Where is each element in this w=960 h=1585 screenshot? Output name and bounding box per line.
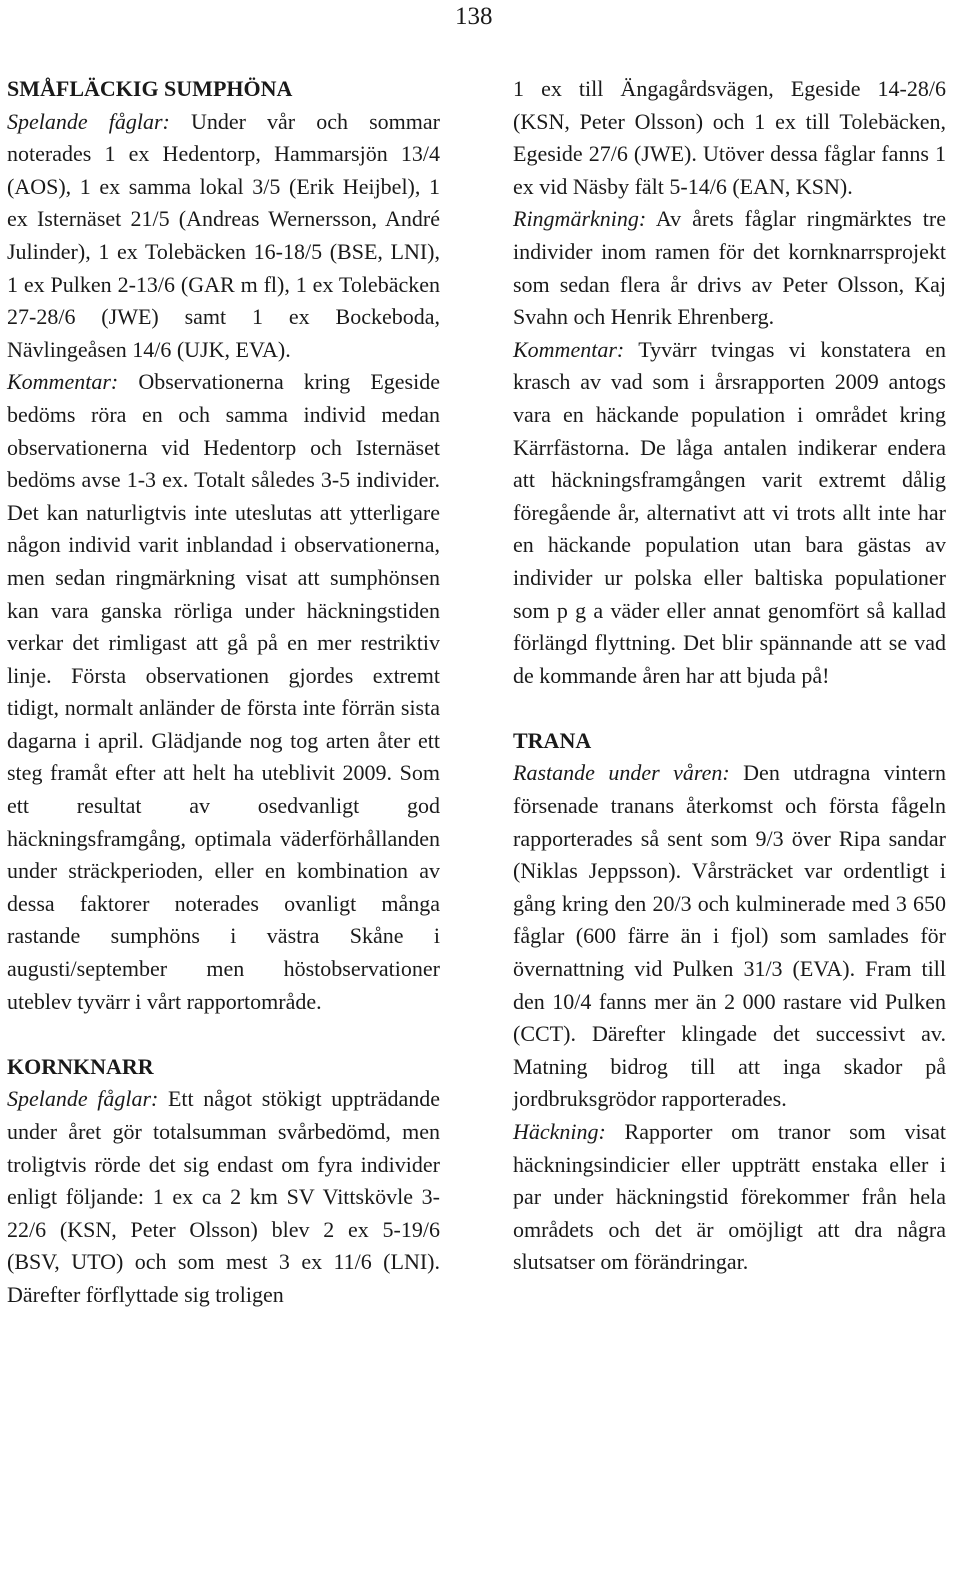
paragraph-spelande-faglar bbox=[7, 106, 440, 367]
paragraph-label: Häckning: bbox=[513, 1119, 606, 1144]
paragraph-text: Tyvärr tvingas vi konstatera en krasch av vad som i årsrapporten 2009 antogs vara en häckande population i området kring Kärrfästorna. De låga antalen indikerar endera att häckningsframgången varit extremt dålig föregående år, alternativt att vi trots allt inte har en häckande population utan bara gästas av individer ur polska eller baltiska populationer som p g a väder eller annat genomfört så kallad förlängd flyttning. Det blir spännande att se vad de kommande åren har att bjuda på! bbox=[513, 336, 946, 688]
paragraph-label: Rastande under våren: bbox=[513, 760, 730, 786]
paragraph-text: Av årets fåglar ringmärktes tre individer inom ramen för det kornknarrsprojekt som sedan flera år drivs av Peter Olsson, Kaj Svahn och Henrik Ehrenberg. bbox=[513, 206, 946, 330]
paragraph-kommentar bbox=[513, 334, 946, 693]
paragraph-continuation: 1 ex till Ängagårdsvägen, Egeside 14-28/6 (KSN, Peter Olsson) och 1 ex till Tolebäcken, Egeside 27/6 (JWE). Utöver dessa fåglar fanns 1 ex vid Näsby fält 5-14/6 (EAN, KSN). bbox=[513, 76, 946, 199]
left-column bbox=[7, 73, 440, 1312]
section-spacer bbox=[513, 692, 946, 725]
section-heading-smaflackig-sumphona: SMÅFLÄCKIG SUMPHÖNA bbox=[7, 76, 293, 101]
paragraph-label: Ringmärkning: bbox=[513, 206, 647, 232]
paragraph-rastande-under-varen bbox=[513, 757, 946, 1116]
right-column bbox=[513, 73, 946, 1279]
paragraph-ringmarkning bbox=[513, 203, 946, 333]
paragraph-text: Rapporter om tranor som visat häckningsindicier eller uppträtt enstaka eller i par under häckningstid förekommer från hela områdets och det är omöjligt att dra några slutsatser om förändringar. bbox=[513, 1119, 946, 1275]
paragraph-hackning bbox=[513, 1116, 946, 1279]
paragraph-spelande-faglar bbox=[7, 1083, 440, 1311]
paragraph-kommentar bbox=[7, 366, 440, 1018]
paragraph-text: Observationerna kring Egeside bedöms röra en och samma individ medan observationerna vid Hedentorp och Isternäset bedöms avse 1-3 ex. Totalt således 3-5 individer. Det kan naturligtvis inte uteslutas att ytterligare någon individ varit inblandad i observationerna, men sedan ringmärkning visat att sumphönsen kan vara ganska rörliga under häckningstiden verkar det rimligast att gå på en mer restriktiv linje. Första observationen gjordes extremt tidigt, normalt anländer de första inte förrän sista dagarna i april. Glädjande nog tog arten åter ett steg framåt efter att helt ha uteblivit 2009. Som ett resultat av osedvanligt god häckningsframgång, optimala väderförhållanden under sträckperioden, eller en kombination av dessa faktorer noterades ovanligt många rastande sumphöns i västra Skåne i augusti/september men höstobservationer uteblev tyvärr i vårt rapportområde. bbox=[7, 369, 440, 1014]
section-spacer bbox=[7, 1018, 440, 1051]
page-number: 138 bbox=[455, 3, 493, 30]
paragraph-label: Kommentar: bbox=[7, 369, 119, 395]
paragraph-text: Den utdragna vintern försenade tranans återkomst och första fågeln rapporterades så sent som 9/3 över Ripa sandar (Niklas Jeppsson). Vårsträcket var ordentligt i gång kring den 20/3 och kulminerade med 3 650 fåglar (600 färre än i fjol) som samlades för övernattning vid Pulken 31/3 (EVA). Fram till den 10/4 fanns mer än 2 000 rastare vid Pulken (CCT). Därefter klingade det successivt av. Matning bidrog till att inga skador på jordbruksgrödor rapporterades. bbox=[513, 760, 947, 1112]
paragraph-label: Spelande fåglar: bbox=[7, 108, 170, 134]
section-heading-trana: TRANA bbox=[513, 727, 592, 753]
paragraph-label: Kommentar: bbox=[513, 336, 625, 362]
section-heading-kornknarr: KORNKNARR bbox=[7, 1053, 154, 1079]
paragraph-text: Ett något stökigt uppträdande under året gör totalsumman svårbedömd, men troligtvis rörde det sig endast om fyra individer enligt följande: 1 ex ca 2 km SV Vittskövle 3-22/6 (KSN, Peter Olsson) blev 2 ex 5-19/6 (BSV, UTO) och som mest 3 ex 11/6 (LNI). Därefter förflyttade sig troligen bbox=[7, 1086, 440, 1307]
paragraph-text: Under vår och sommar noterades 1 ex Hedentorp, Hammarsjön 13/4 (AOS), 1 ex samma lokal 3/5 (Erik Heijbel), 1 ex Isternäset 21/5 (Andreas Wernersson, André Julinder), 1 ex Tolebäcken 16-18/5 (BSE, LNI), 1 ex Pulken 2-13/6 (GAR m fl), 1 ex Tolebäcken 27-28/6 (JWE) samt 1 ex Bockeboda, Nävlingeåsen 14/6 (UJK, EVA). bbox=[7, 108, 440, 362]
paragraph-label: Spelande fåglar: bbox=[7, 1086, 159, 1112]
